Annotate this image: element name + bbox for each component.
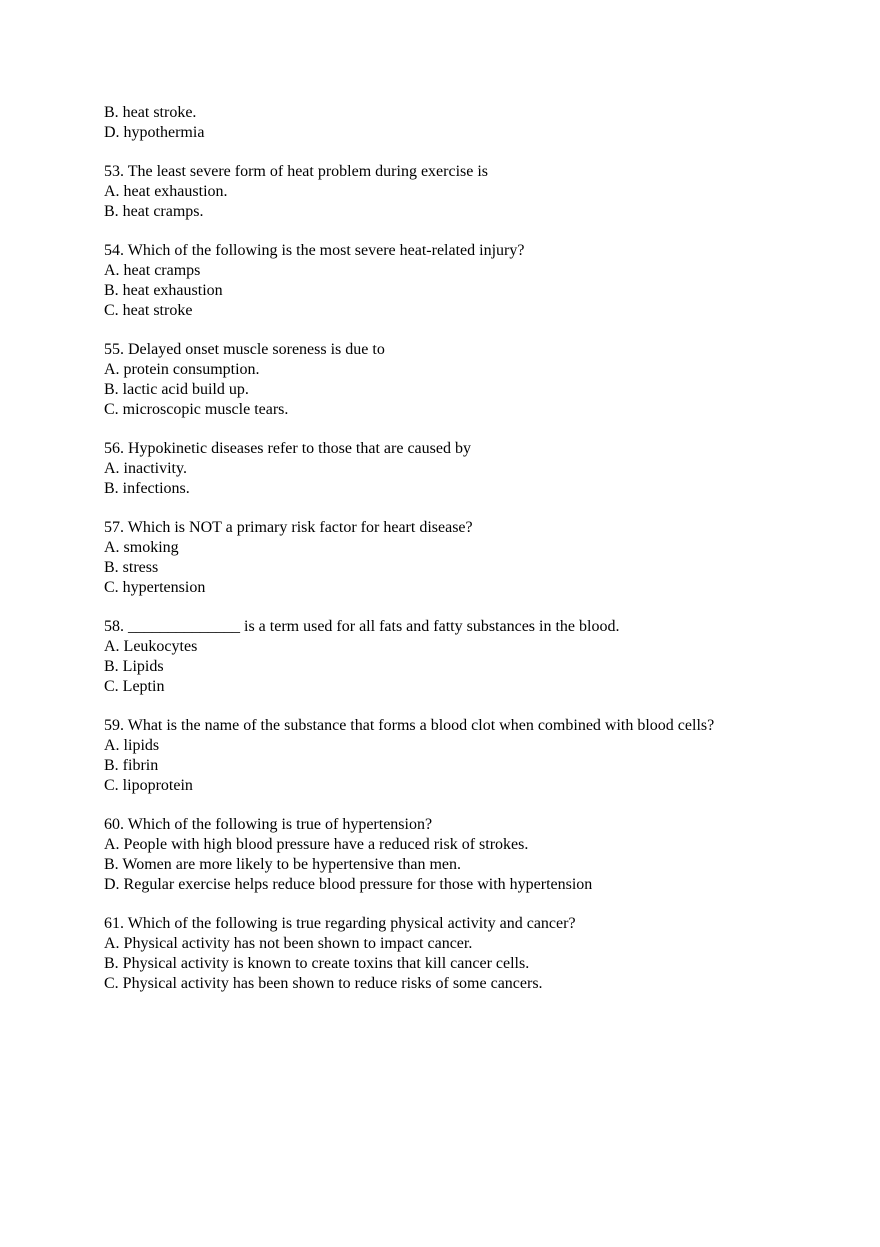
answer-option: A. smoking xyxy=(104,539,179,556)
answer-option: D. hypothermia xyxy=(104,124,205,141)
answer-option: B. heat exhaustion xyxy=(104,282,223,299)
answer-option: B. Women are more likely to be hypertensive than men. xyxy=(104,856,461,873)
answer-option: C. heat stroke xyxy=(104,302,193,319)
question-text: 58. ______________ is a term used for all fats and fatty substances in the blood. xyxy=(104,618,620,635)
answer-option: B. lactic acid build up. xyxy=(104,381,249,398)
question-56 xyxy=(104,439,844,499)
question-57 xyxy=(104,518,844,598)
question-58 xyxy=(104,617,844,697)
answer-option: A. Leukocytes xyxy=(104,638,198,655)
answer-option: C. Physical activity has been shown to reduce risks of some cancers. xyxy=(104,975,543,992)
question-text: 57. Which is NOT a primary risk factor for heart disease? xyxy=(104,519,473,536)
question-text: 55. Delayed onset muscle soreness is due to xyxy=(104,341,385,358)
answer-option: A. People with high blood pressure have a reduced risk of strokes. xyxy=(104,836,529,853)
answer-option: A. Physical activity has not been shown to impact cancer. xyxy=(104,935,473,952)
question-text: 61. Which of the following is true regarding physical activity and cancer? xyxy=(104,915,576,932)
answer-option: A. heat exhaustion. xyxy=(104,183,228,200)
question-text: 60. Which of the following is true of hypertension? xyxy=(104,816,433,833)
question-61 xyxy=(104,914,844,994)
question-text: 53. The least severe form of heat problem during exercise is xyxy=(104,163,489,180)
answer-option: C. Leptin xyxy=(104,678,165,695)
question-59 xyxy=(104,716,844,796)
question-54 xyxy=(104,241,844,321)
answer-option: B. Lipids xyxy=(104,658,164,675)
answer-option: D. Regular exercise helps reduce blood pressure for those with hypertension xyxy=(104,876,593,893)
answer-option: A. protein consumption. xyxy=(104,361,260,378)
answer-option: C. microscopic muscle tears. xyxy=(104,401,289,418)
question-text: 54. Which of the following is the most severe heat-related injury? xyxy=(104,242,525,259)
answer-option: B. fibrin xyxy=(104,757,159,774)
answer-option: B. heat cramps. xyxy=(104,203,204,220)
answer-option: B. infections. xyxy=(104,480,190,497)
answer-option: A. heat cramps xyxy=(104,262,201,279)
answer-option: B. Physical activity is known to create toxins that kill cancer cells. xyxy=(104,955,530,972)
question-text: 59. What is the name of the substance that forms a blood clot when combined with blood cells? xyxy=(104,717,715,734)
answer-option: A. lipids xyxy=(104,737,160,754)
question-55 xyxy=(104,340,844,420)
question-text: 56. Hypokinetic diseases refer to those that are caused by xyxy=(104,440,471,457)
question-53 xyxy=(104,162,844,222)
question-60 xyxy=(104,815,844,895)
answer-option: B. heat stroke. xyxy=(104,104,197,121)
continuation-block xyxy=(104,103,844,143)
answer-option: B. stress xyxy=(104,559,159,576)
answer-option: C. lipoprotein xyxy=(104,777,193,794)
answer-option: A. inactivity. xyxy=(104,460,187,477)
document-page xyxy=(104,103,844,994)
answer-option: C. hypertension xyxy=(104,579,206,596)
